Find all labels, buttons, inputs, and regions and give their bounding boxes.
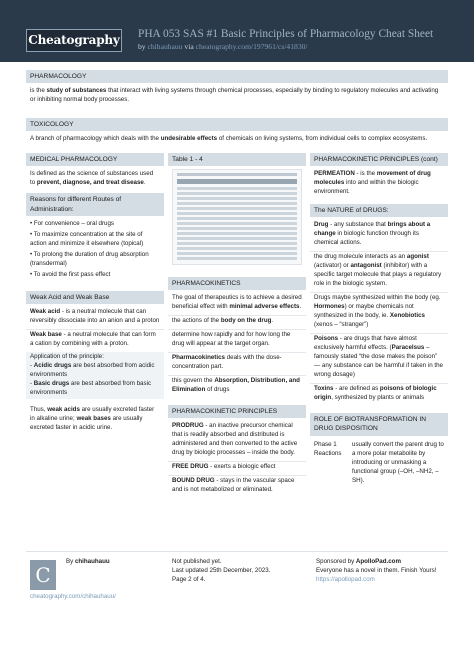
- column-middle: [168, 153, 306, 496]
- pk-goal: The goal of therapeutics is to achieve a desired beneficial effect with minimal adverse effects.: [172, 294, 302, 310]
- section-heading: PHARMACOKINETIC PRINCIPLES (cont): [310, 153, 448, 166]
- phase1-text: usually convert the parent drug to a more polar metabolite by introducing or unmasking a functional group (–OH, –NH2, –SH).: [352, 440, 444, 484]
- section-biotransformation: [310, 413, 448, 488]
- section-text: Is defined as the science of substances used to prevent, diagnose, and treat disease.: [30, 170, 154, 186]
- section-text: is the study of substances that interact with living systems through chemical processes, especially by binding to regulatory molecules and activating or inhibiting normal body processes.: [30, 87, 439, 103]
- application-block: [26, 352, 164, 399]
- section-pk-principles-cont: [310, 153, 448, 198]
- section-heading: PHARMACOKINETICS: [168, 277, 306, 290]
- byline: [138, 41, 308, 52]
- application-heading: Application of the principle:: [30, 352, 104, 360]
- free-drug-definition: FREE DRUG - exerts a biologic effect: [168, 461, 306, 473]
- prodrug-definition: PRODRUG - an inactive precursor chemical that is readily absorbed and distributed is administered and then converted to the active drug by biologic processes – inside the body.: [172, 421, 298, 456]
- pk-govern: this govern the Absorption, Distribution, and Elimination of drugs: [168, 375, 306, 396]
- section-medical-pharmacology: [26, 153, 164, 189]
- page-title: PHA 053 SAS #1 Basic Principles of Pharmacology Cheat Sheet: [138, 28, 434, 40]
- toxins-definition: Toxins - are defined as poisons of biologic origin, synthesized by plants or animals: [310, 383, 448, 404]
- section-heading: Table 1 - 4: [168, 153, 306, 166]
- section-pharmacology: [26, 70, 448, 105]
- section-pharmacokinetics: [168, 277, 306, 396]
- drug-definition: Drug - any substance that brings about a change in biologic function through its chemical actions.: [314, 220, 431, 246]
- sponsor-url[interactable]: https://apollopad.com: [316, 575, 375, 583]
- footer-author: By chihauhauu: [66, 558, 110, 565]
- section-heading: ROLE OF BIOTRANSFORMATION IN DRUG DISPOSITION: [310, 413, 448, 436]
- synthesized-drugs: Drugs maybe synthesized within the body (eg. Hormones) or maybe chemicals not synthesized in the body, ie. Xenobiotics (xenos – “stranger”): [310, 292, 448, 331]
- footer-author-link[interactable]: chihauhauu: [74, 558, 110, 565]
- cheatography-logo[interactable]: Cheatography: [26, 29, 122, 52]
- weak-base-definition: Weak base - a neutral molecule that can form a cation by combining with a proton.: [26, 329, 164, 350]
- column-left: [26, 153, 164, 434]
- weak-acid-definition: Weak acid - is a neutral molecule that can reversibly dissociate into an anion and a proton: [30, 307, 160, 324]
- byline-by: by: [138, 42, 146, 51]
- section-toxicology: [26, 118, 448, 144]
- section-text: A branch of pharmacology which deals with the undesirable effects of chemicals on living systems, from individual cells to complex ecosystems.: [30, 135, 428, 142]
- sponsor-link[interactable]: ApolloPad.com: [355, 558, 401, 565]
- section-heading: TOXICOLOGY: [26, 118, 448, 131]
- section-heading: Weak Acid and Weak Base: [26, 291, 164, 304]
- avatar[interactable]: C: [30, 560, 56, 590]
- column-right: [310, 153, 448, 488]
- application-acidic: - Acidic drugs are best absorbed from acidic environments: [30, 361, 155, 378]
- sponsor-tagline: Everyone has a novel in them. Finish Yours!: [316, 566, 437, 574]
- agonist-antagonist: the drug molecule interacts as an agonist (activator) or antagonist (inhibitor) with a specific target molecule that plays a regulatory role in the biologic system.: [310, 251, 448, 290]
- permeation-definition: PERMEATION - is the movement of drug molecules into and within the biologic environment.: [314, 170, 431, 195]
- author-link[interactable]: chihauhauu: [147, 42, 183, 51]
- pk-determine: determine how rapidly and for how long the drug will appear at the target organ.: [168, 329, 306, 350]
- section-heading: MEDICAL PHARMACOLOGY: [26, 153, 164, 166]
- page-footer: [26, 551, 448, 601]
- byline-via: via: [184, 42, 194, 51]
- list-item: • To prolong the duration of drug absorption (transdermal): [30, 251, 149, 267]
- application-basic: - Basic drugs are best absorbed from basic environments: [30, 379, 152, 396]
- last-updated: Last updated 25th December, 2023.: [172, 566, 271, 574]
- phase1-row: [310, 439, 448, 488]
- bound-drug-definition: BOUND DRUG - stays in the vascular space and is not metabolized or eliminated.: [168, 475, 306, 496]
- sponsor-line: Sponsored by ApolloPad.com: [316, 558, 401, 565]
- footer-meta: [172, 558, 270, 585]
- published-status: Not published yet.: [172, 558, 222, 565]
- section-weak-acid-base: [26, 291, 164, 434]
- pk-actions: the actions of the body on the drug.: [168, 315, 306, 327]
- list-item: • To avoid the first pass effect: [30, 270, 111, 278]
- poisons-definition: Poisons - are drugs that have almost exclusively harmful effects. (Paracelsus – famously stated “the dose makes the poison” — any substance can be harmful if taken in the wrong dosage): [310, 333, 448, 381]
- footer-sponsor: [316, 558, 436, 585]
- page-number: Page 2 of 4.: [172, 575, 206, 583]
- section-heading: The NATURE of DRUGS:: [310, 204, 448, 217]
- phase1-label: Phase 1 Reactions: [314, 440, 342, 457]
- section-heading: PHARMACOKINETIC PRINCIPLES: [168, 405, 306, 418]
- sheet-url-link[interactable]: cheatography.com/197961/cs/41830/: [195, 42, 308, 51]
- section-nature-of-drugs: [310, 204, 448, 404]
- footer-author-url[interactable]: cheatography.com/chihauhauu/: [30, 593, 116, 600]
- section-table: [168, 153, 306, 265]
- section-heading: Reasons for different Routes of Administration:: [26, 193, 164, 216]
- excretion-text: Thus, weak acids are usually excreted faster in alkaline urine; weak bases are usually excreted faster in acidic urine.: [30, 405, 155, 431]
- section-routes: [26, 193, 164, 281]
- section-heading: PHARMACOLOGY: [26, 70, 448, 83]
- section-pk-principles: [168, 405, 306, 496]
- page-header: [0, 0, 474, 62]
- table-image: [172, 169, 302, 265]
- list-item: • For convenience – oral drugs: [30, 220, 115, 228]
- list-item: • To maximize concentration at the site of action and minimize it elsewhere (topical): [30, 231, 144, 248]
- pk-deals: Pharmacokinetics deals with the dose-concentration part.: [168, 352, 306, 373]
